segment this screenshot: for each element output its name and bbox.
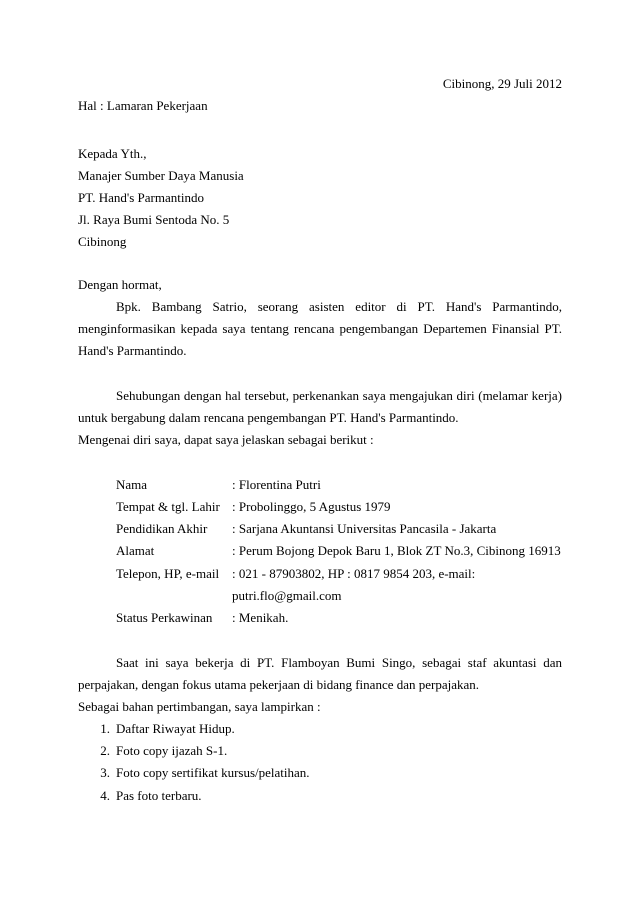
detail-value: : 021 - 87903802, HP : 0817 9854 203, e-mail: [232,566,476,581]
recipient-line: Kepada Yth., [78,146,147,161]
detail-row [78,518,562,540]
paragraph-line: Bpk. Bambang Satrio, seorang asisten editor di PT. Hand's Parmantindo, [116,299,562,314]
details-intro: Mengenai diri saya, dapat saya jelaskan sebagai berikut : [78,432,374,447]
paragraph-2 [78,385,562,429]
detail-value: : Perum Bojong Depok Baru 1, Blok ZT No.3, Cibinong 16913 [232,543,561,558]
list-text: Daftar Riwayat Hidup. [116,721,235,736]
list-item [78,740,562,762]
detail-row [78,540,562,562]
list-number: 3. [100,765,110,780]
recipient-line: PT. Hand's Parmantindo [78,190,204,205]
recipient-line: Manajer Sumber Daya Manusia [78,168,244,183]
paragraph-line: untuk bergabung dalam rencana pengembangan PT. Hand's Parmantindo. [78,410,459,425]
list-number: 2. [100,743,110,758]
paragraph-line: Saat ini saya bekerja di PT. Flamboyan Bumi Singo, sebagai staf akuntasi dan [116,655,562,670]
recipient-line: Cibinong [78,234,127,249]
list-text: Foto copy ijazah S-1. [116,743,228,758]
recipient-line: Jl. Raya Bumi Sentoda No. 5 [78,212,230,227]
paragraph-line: perpajakan, dengan fokus utama pekerjaan di bidang finance dan perpajakan. [78,677,480,692]
detail-label: Status Perkawinan [116,610,213,625]
paragraph-3 [78,652,562,696]
attachments-intro: Sebagai bahan pertimbangan, saya lampirkan : [78,699,321,714]
list-item [78,785,562,807]
detail-value: : Menikah. [232,610,289,625]
paragraph-line: menginformasikan kepada saya tentang rencana pengembangan Departemen Finansial PT. [78,321,562,336]
detail-row [78,563,562,585]
list-number: 4. [100,788,110,803]
salutation: Dengan hormat, [78,277,162,292]
list-text: Pas foto terbaru. [116,788,202,803]
paragraph-line: Hand's Parmantindo. [78,343,187,358]
list-text: Foto copy sertifikat kursus/pelatihan. [116,765,310,780]
detail-value: : Florentina Putri [232,477,321,492]
paragraph-1 [78,296,562,362]
place-date: Cibinong, 29 Juli 2012 [442,76,562,91]
detail-label: Pendidikan Akhir [116,521,208,536]
detail-value: putri.flo@gmail.com [232,588,342,603]
detail-label: Tempat & tgl. Lahir [116,499,220,514]
list-item [78,718,562,740]
detail-row [78,607,562,629]
detail-label: Telepon, HP, e-mail [116,566,220,581]
detail-row [78,585,562,607]
subject-line: Hal : Lamaran Pekerjaan [78,98,208,113]
detail-label: Alamat [116,543,155,558]
detail-row [78,474,562,496]
paragraph-line: Sehubungan dengan hal tersebut, perkenankan saya mengajukan diri (melamar kerja) [116,388,562,403]
list-number: 1. [100,721,110,736]
list-item [78,762,562,784]
detail-row [78,496,562,518]
detail-value: : Probolinggo, 5 Agustus 1979 [232,499,391,514]
detail-value: : Sarjana Akuntansi Universitas Pancasila - Jakarta [232,521,497,536]
detail-label: Nama [116,477,148,492]
